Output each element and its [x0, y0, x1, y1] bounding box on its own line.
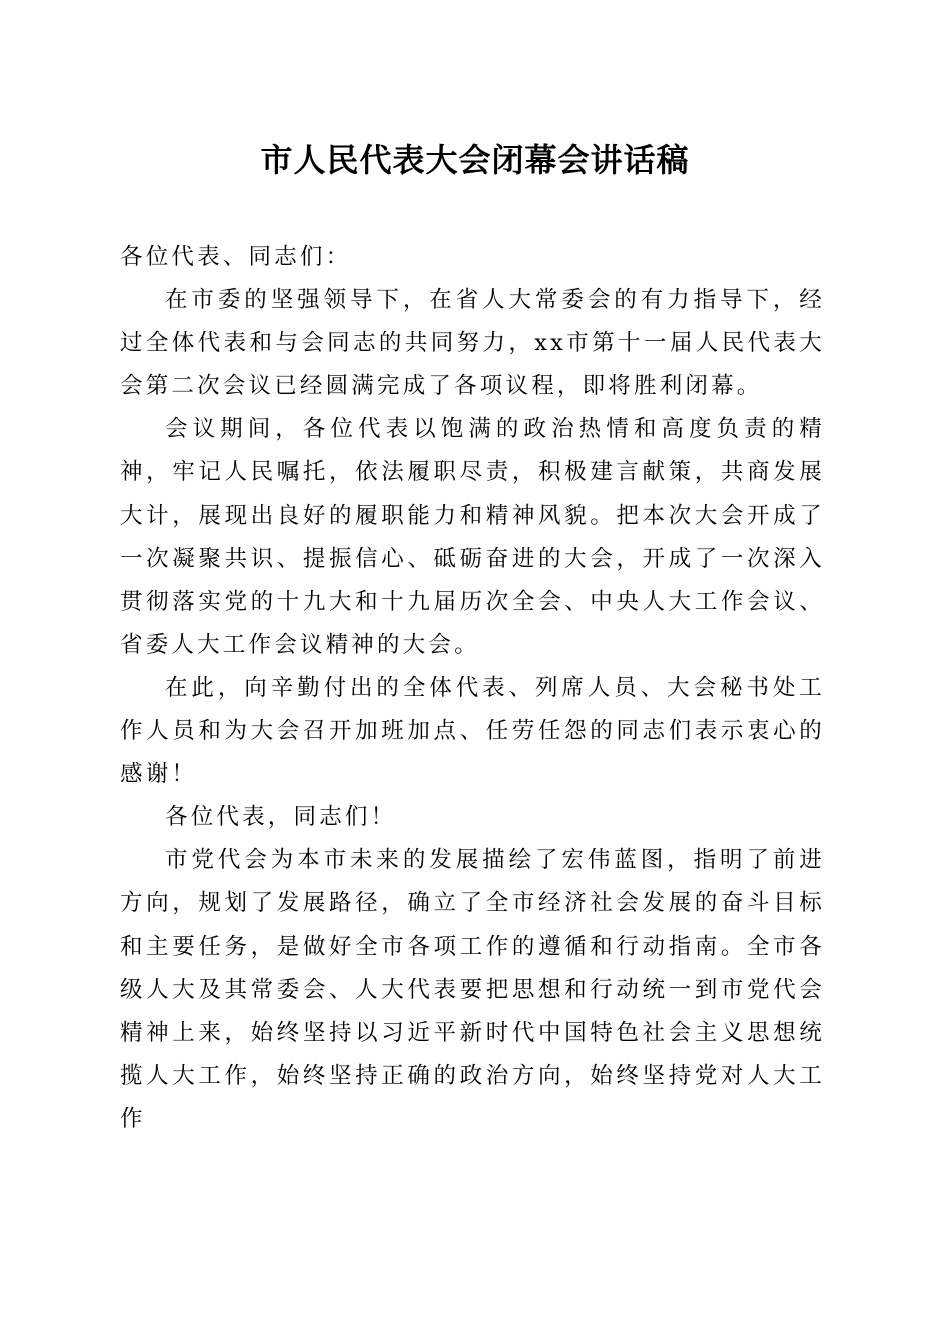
- document-title: 市人民代表大会闭幕会讲话稿: [260, 141, 690, 179]
- paragraph-thanks: 在此，向辛勤付出的全体代表、列席人员、大会秘书处工作人员和为大会召开加班加点、任劳任怨的同志们表示衷心的感谢！: [120, 674, 825, 788]
- document-body: [120, 236, 825, 1141]
- salutation: 各位代表、同志们：: [120, 244, 352, 270]
- paragraph-meeting-review: 会议期间，各位代表以饱满的政治热情和高度负责的精神，牢记人民嘱托，依法履职尽责，积极建言献策，共商发展大计，展现出良好的履职能力和精神风貌。把本次大会开成了一次凝聚共识、提振信心、砥砺奋进的大会，开成了一次深入贯彻落实党的十九大和十九届历次全会、中央人大工作会议、省委人大工作会议精神的大会。: [120, 416, 825, 658]
- paragraph-party-congress: 市党代会为本市未来的发展描绘了宏伟蓝图，指明了前进方向，规划了发展路径，确立了全市经济社会发展的奋斗目标和主要任务，是做好全市各项工作的遵循和行动指南。全市各级人大及其常委会、人大代表要把思想和行动统一到市党代会精神上来，始终坚持以习近平新时代中国特色社会主义思想统揽人大工作，始终坚持正确的政治方向，始终坚持党对人大工作: [120, 847, 825, 1132]
- paragraph-address: 各位代表，同志们！: [165, 804, 397, 831]
- paragraph-opening: 在市委的坚强领导下，在省人大常委会的有力指导下，经过全体代表和与会同志的共同努力，xx市第十一届人民代表大会第二次会议已经圆满完成了各项议程，即将胜利闭幕。: [120, 287, 825, 400]
